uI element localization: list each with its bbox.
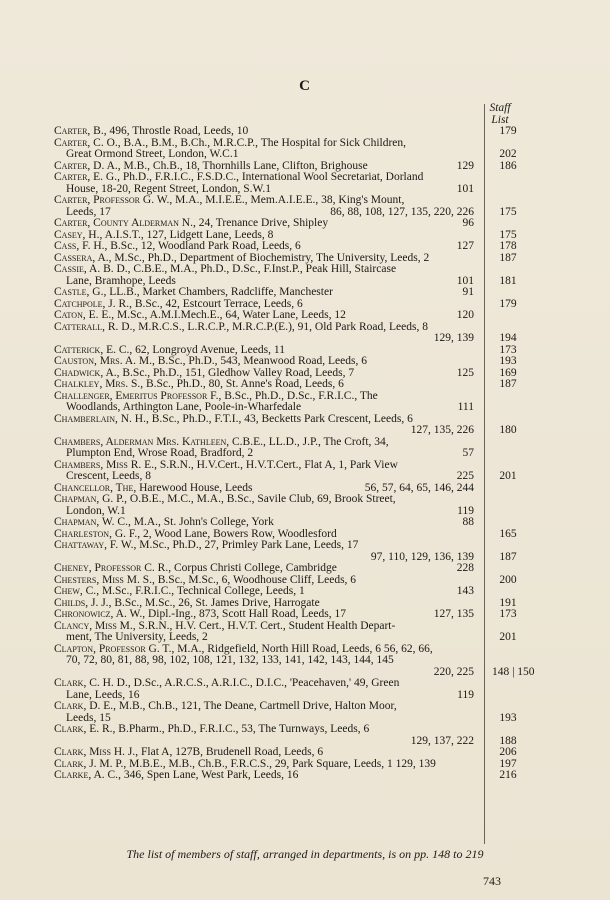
index-entry [54, 172, 484, 195]
index-entry [54, 320, 517, 345]
entry-name: Clark, E. R. [54, 723, 113, 735]
entry-text: , Flat A, 127B, Brudenell Road, Leeds, 6 [135, 746, 324, 758]
entry-name: Carter, Professor G. W. [54, 194, 170, 206]
entry-page-refs: 127, 135, 226 [410, 424, 474, 436]
entry-page-refs: 97, 110, 129, 136, 139 [370, 550, 474, 563]
index-entry [54, 391, 484, 414]
entry-text: , M.A., M.I.E.E., Mem.A.I.E.E., 38, King's Mount, [169, 194, 405, 206]
entry-first-line [54, 322, 484, 334]
entry-staff-list-ref: 180 [499, 424, 517, 436]
entry-page-refs: 56, 57, 64, 65, 146, 244 [364, 481, 474, 494]
entry-name: Chamberlain, N. H. [54, 412, 146, 425]
entry-text: , 496, Throstle Road, Leeds, 10 [103, 125, 249, 137]
entry-text: Lane, Bramhope, Leeds [66, 274, 176, 287]
entry-text: Leeds, 15 [66, 711, 111, 724]
entry-text: , B.Sc., Ph.D., 543, Meanwood Road, Leeds, 6 [152, 355, 367, 367]
entry-first-line [54, 540, 484, 552]
entry-continuation-line [54, 655, 484, 667]
entry-name: Caton, E. E. [54, 309, 112, 321]
entry-text: , B.Sc., Ph.D., F.T.I., 43, Becketts Park Crescent, Leeds, 6 [146, 412, 413, 425]
entry-text: , B.Sc., Ph.D., 151, Gledhow Valley Road, Leeds, 7 [116, 366, 355, 379]
entry-name: Clark, D. E. [54, 700, 114, 712]
entry-text: , 346, Spen Lane, West Park, Leeds, 16 [118, 769, 299, 781]
entry-staff-list-ref: 169 [499, 366, 517, 379]
entry-staff-list-ref: 148 | 150 [492, 665, 535, 678]
entry-staff-list-ref: 201 [499, 470, 517, 482]
entry-text: , S.R.N., H.V. Cert., H.V.T. Cert., Student Health Depart- [132, 619, 396, 632]
entry-name: Chapman, W. C. [54, 516, 128, 528]
entry-staff-list-ref: 216 [499, 769, 517, 781]
entry-page-refs: 129 [456, 159, 474, 172]
index-entries [54, 125, 535, 782]
entry-text: , 2, Wood Lane, Bowers Row, Woodlesford [137, 527, 337, 540]
section-letter: C [299, 78, 311, 94]
entry-text: , 24, Trenance Drive, Shipley [192, 217, 329, 229]
entry-text: , M.A., Ridgefield, North Hill Road, Leeds, 6 56, 62, 66, [171, 642, 433, 655]
index-entry [54, 539, 517, 563]
entry-text: , Dipl.-Ing., 873, Scott Hall Road, Leeds, 17 [142, 608, 346, 620]
entry-text: , M.B.E., M.B., Ch.B., F.R.C.S., 29, Park Square, Leeds, 1 129, 139 [123, 757, 436, 770]
entry-staff-list-ref: 191 [499, 596, 517, 609]
entry-text: , B.Sc., Ph.D., 80, St. Anne's Road, Leeds, 6 [140, 378, 344, 390]
entry-staff-list-ref: 187 [499, 550, 517, 563]
entry-text: , M.A., St. John's College, York [127, 516, 274, 528]
entry-name: Carter, B. [54, 125, 104, 137]
page-number: 743 [483, 874, 501, 888]
entry-name: Castle, G. [54, 286, 104, 298]
entry-text: , M.R.C.S., L.R.C.P., M.R.C.P.(E.), 91, Old Park Road, Leeds, 8 [132, 320, 428, 333]
entry-name: Chalkley, Mrs. S. [54, 378, 141, 390]
entry-text: , B.Sc., 42, Estcourt Terrace, Leeds, 6 [129, 297, 303, 310]
entry-name: Clarke, A. C. [54, 769, 119, 781]
entry-page-refs: 129, 139 [433, 332, 474, 344]
staff-column-rule [484, 104, 485, 844]
entry-text: , C.B.E., M.A., Ph.D., D.Sc., F.Inst.P., Peak Hill, Staircase [127, 263, 397, 275]
entry-text: London, W.1 [66, 504, 126, 517]
entry-staff-list-ref: 201 [499, 631, 517, 643]
entry-text: Crescent, Leeds, 8 [66, 470, 151, 482]
entry-page-refs: 127 [456, 240, 474, 252]
entry-staff-list-ref: 193 [499, 711, 517, 724]
index-entry [54, 136, 517, 161]
entry-text: , B.Sc., M.Sc., 26, St. James Drive, Harrogate [108, 596, 320, 609]
entry-text: , LL.B., Market Chambers, Radcliffe, Manchester [103, 286, 333, 298]
entry-name: Chesters, Miss M. S. [54, 573, 153, 586]
entry-staff-list-ref: 173 [499, 343, 517, 356]
staff-header-line-1: Staff [489, 102, 511, 114]
entry-staff-list-ref: 188 [499, 734, 517, 747]
entry-first-line [54, 701, 484, 713]
entry-name: Chambers, Alderman Mrs. Kathleen [54, 435, 227, 448]
entry-text: , M.B., Ch.B., 18, Thornhills Lane, Clifton, Brighouse [117, 159, 368, 172]
entry-name: Clapton, Professor G. T. [54, 642, 172, 655]
entry-page-refs: 220, 225 [433, 665, 474, 678]
footnote: The list of members of staff, arranged in departments, is on pp. 148 to 219 [126, 847, 484, 861]
index-entry [54, 194, 517, 218]
entry-text: , S.R.N., H.V.Cert., H.V.T.Cert., Flat A, 1, Park View [154, 458, 398, 471]
entry-page-refs: 228 [456, 562, 474, 574]
entry-name: Chronowicz, A. W. [54, 608, 143, 620]
index-entry [54, 263, 517, 287]
entry-name: Cass, F. H. [54, 240, 105, 252]
entry-text: 70, 72, 80, 81, 88, 98, 102, 108, 121, 132, 133, 141, 142, 143, 144, 145 [66, 654, 394, 666]
entry-page-refs: 119 [457, 504, 474, 517]
entry-text: Leeds, 17 [66, 205, 111, 218]
entry-staff-list-ref: 165 [499, 527, 517, 540]
entry-name: Carter, E. G. [54, 171, 118, 183]
entry-page-refs: 120 [456, 309, 474, 321]
entry-text: ment, The University, Leeds, 2 [66, 631, 208, 643]
entry-name: Carter, D. A. [54, 159, 118, 172]
entry-text: , M.Sc., Ph.D., 27, Primley Park Lane, Leeds, 17 [133, 539, 359, 551]
entry-first-line [54, 769, 517, 782]
entry-name: Carter, C. O. [54, 136, 118, 149]
entry-text: , 62, Longroyd Avenue, Leeds, 11 [129, 343, 285, 356]
entry-text: , C.B.E., LL.D., J.P., The Croft, 34, [226, 435, 389, 448]
entry-text: Lane, Leeds, 16 [66, 688, 140, 701]
entry-staff-list-ref: 187 [499, 251, 517, 264]
entry-name: Chadwick, A. [54, 366, 117, 379]
entry-page-refs: 129, 137, 222 [410, 734, 474, 747]
entry-page-refs: 225 [456, 470, 474, 482]
entry-name: Chambers, Miss R. E. [54, 458, 155, 471]
entry-text: , B.A., B.M., B.Ch., M.R.C.P., The Hospital for Sick Children, [117, 136, 407, 149]
index-entry [54, 494, 484, 517]
entry-staff-list-ref: 202 [499, 148, 517, 160]
index-entry [54, 437, 484, 460]
entry-page-refs: 101 [456, 182, 474, 195]
entry-text: , M.Sc., F.R.I.C., Technical College, Leeds, 1 [96, 585, 305, 597]
entry-text: House, 18-20, Regent Street, London, S.W.1 [66, 182, 271, 195]
entry-name: Chew, C. [54, 585, 97, 597]
entry-name: Childs, J. J. [54, 596, 109, 609]
index-entry [54, 700, 517, 724]
entry-staff-list-ref: 181 [499, 274, 517, 287]
staff-header-line-2: List [491, 114, 509, 126]
entry-staff-list-ref: 193 [499, 355, 517, 367]
entry-name: Clancy, Miss M. [54, 619, 133, 632]
entry-text: Woodlands, Arthington Lane, Poole-in-Wharfedale [66, 401, 302, 413]
entry-page-refs: 125 [456, 366, 474, 379]
entry-first-line [54, 195, 484, 207]
entry-staff-list-ref: 187 [499, 378, 517, 390]
entry-name: Chattaway, F. W. [54, 539, 134, 551]
staff-list-header [484, 102, 516, 126]
entry-name: Clark, J. M. P. [54, 757, 124, 770]
entry-name: Cassera, A. [54, 251, 109, 264]
entry-text: , M.Sc., A.M.I.Mech.E., 64, Water Lane, Leeds, 12 [111, 309, 346, 321]
entry-text: , Ph.D., F.R.I.C., F.S.D.C., International Wool Secretariat, Dorland [117, 171, 424, 183]
entry-first-line [54, 724, 484, 736]
entry-name: Chancellor, The [54, 481, 134, 494]
entry-name: Cassie, A. B. D. [54, 263, 128, 275]
entry-text: , D.Sc., A.R.C.S., A.R.I.C., D.I.C., 'Peacehaven,' 49, Green [127, 677, 400, 689]
entry-name: Charleston, G. F. [54, 527, 138, 540]
entry-staff-list-ref: 173 [499, 608, 517, 620]
entry-text: , B.Sc., 12, Woodland Park Road, Leeds, 6 [104, 240, 301, 252]
entry-staff-list-ref: 175 [499, 205, 517, 218]
entry-page-refs: 101 [456, 274, 474, 287]
entry-staff-list-ref: 197 [499, 757, 517, 770]
entry-name: Catchpole, J. R. [54, 297, 130, 310]
entry-name: Clark, Miss H. J. [54, 746, 136, 758]
entry-text: , B.Sc., Ph.D., D.Sc., F.R.I.C., The [218, 389, 378, 402]
entry-page-refs: 96 [462, 217, 474, 229]
index-entry [54, 412, 517, 437]
entry-page-refs: 88 [462, 516, 474, 528]
entry-text: , Corpus Christi College, Cambridge [168, 562, 337, 574]
entry-staff-list-ref: 186 [499, 159, 517, 172]
entry-text: , Harewood House, Leeds [133, 481, 253, 494]
entry-name: Causton, Mrs. A. M. [54, 355, 153, 367]
entry-staff-list-ref: 206 [499, 746, 517, 758]
entry-page-refs: 143 [456, 585, 474, 597]
entry-name: Challenger, Emeritus Professor F. [54, 389, 219, 402]
index-entry [54, 458, 517, 483]
entry-text: , O.B.E., M.C., M.A., B.Sc., Savile Club, 69, Brook Street, [124, 493, 396, 505]
index-entry [54, 678, 484, 701]
index-entry [54, 642, 535, 679]
entry-name: Casey, H. [54, 228, 100, 241]
entry-name: Cheney, Professor C. R. [54, 562, 169, 574]
entry-text: , B.Pharm., Ph.D., F.R.I.C., 53, The Turnways, Leeds, 6 [112, 723, 370, 735]
entry-text: , M.Sc., Ph.D., Department of Biochemistry, The University, Leeds, 2 [108, 251, 430, 264]
entry-name: Clark, C. H. D. [54, 677, 128, 689]
entry-page-refs: 57 [462, 447, 474, 459]
entry-page-refs: 86, 88, 108, 127, 135, 220, 226 [330, 205, 474, 218]
entry-text: Great Ormond Street, London, W.C.1 [66, 148, 239, 160]
entry-staff-list-ref: 175 [499, 228, 517, 241]
entry-staff-list-ref: 179 [499, 297, 517, 310]
entry-name: Catterick, E. C. [54, 343, 130, 356]
entry-page-refs: 127, 135 [433, 608, 474, 620]
entry-staff-list-ref: 200 [499, 573, 517, 586]
entry-text: Plumpton End, Wrose Road, Bradford, 2 [66, 447, 254, 459]
index-entry [54, 619, 517, 644]
entry-staff-list-ref: 178 [499, 240, 517, 252]
entry-text: , M.B., Ch.B., 121, The Deane, Cartmell Drive, Halton Moor, [113, 700, 397, 712]
entry-name: Chapman, G. P. [54, 493, 125, 505]
entry-page-refs: 91 [462, 286, 474, 298]
entry-text: , A.I.S.T., 127, Lidgett Lane, Leeds, 8 [99, 228, 274, 241]
entry-name: Catterall, R. D. [54, 320, 133, 333]
entry-staff-list-ref: 179 [499, 125, 517, 137]
index-entry [54, 769, 517, 782]
index-entry [54, 723, 517, 747]
entry-name: Carter, County Alderman N. [54, 217, 193, 229]
entry-staff-list-ref: 194 [499, 332, 517, 344]
entry-text: , B.Sc., M.Sc., 6, Woodhouse Cliff, Leeds, 6 [152, 573, 357, 586]
entry-page-refs: 111 [457, 401, 474, 413]
entry-page-refs: 119 [457, 688, 474, 701]
